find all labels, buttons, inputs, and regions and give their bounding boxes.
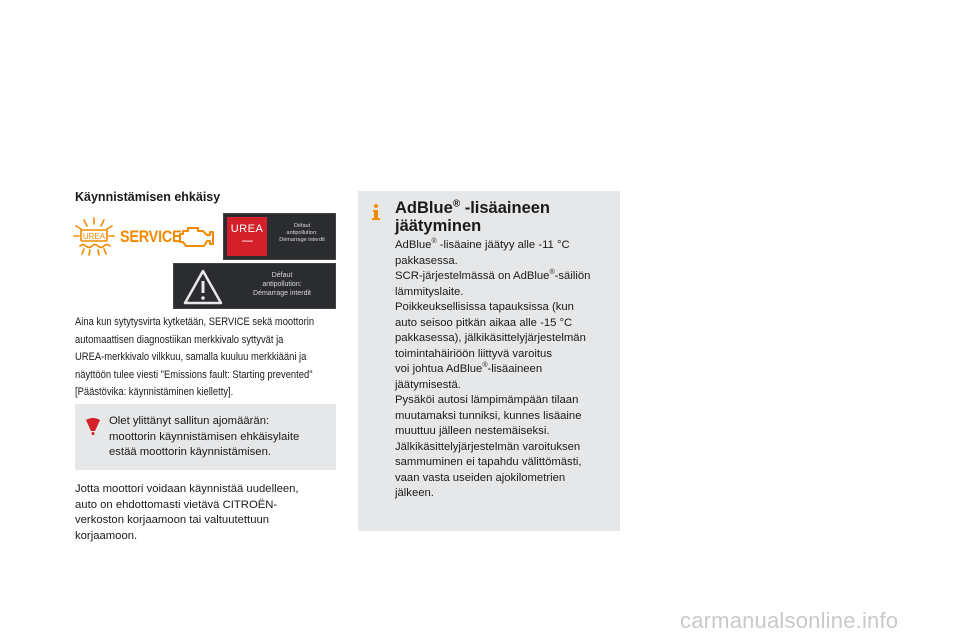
warning-note-box xyxy=(75,404,336,470)
urea-label: UREA xyxy=(230,223,264,235)
info-body: AdBlue® -lisäaine jäätyy alle -11 °C pakkasessa. SCR-järjestelmässä on AdBlue®-säiliön lämmityslaite. Poikkeuksellisissa tapauksissa (kun auto seisoo pitkän aikaa alle -15 °C pakkasessa), jälkikäsittelyjärjestelmän toimintahäiriöön liittyvä varoitus voi johtua AdBlue®-lisäaineen jäätymisestä. Pysäköi autosi lämpimämpään tilaan muutamaksi tunniksi, kunnes lisäaine muuttuu jälleen nestemäiseksi. Jälkikäsittelyjärjestelmän varoituksen sammuminen ei tapahdu välittömästi, vaan vasta useiden ajokilometrien jälkeen. xyxy=(395,238,591,499)
warning-note-text: Olet ylittänyt sallitun ajomäärän: moottorin käynnistämisen ehkäisylaite estää moottorin käynnistämisen. xyxy=(109,415,300,458)
service-warning-text: SERVICE xyxy=(120,227,182,246)
urea-symbol-icon xyxy=(72,216,116,256)
section-heading: Käynnistämisen ehkäisy xyxy=(75,190,221,204)
urea-waves: ˜˜˜˜˜ xyxy=(242,239,252,249)
restart-instructions: Jotta moottori voidaan käynnistää uudelleen, auto on ehdottomasti vietävä CITROËN- verkoston korjaamoon tai valtuutettuun korjaamoon. xyxy=(75,483,299,542)
startup-description: Aina kun sytytysvirta kytketään, SERVICE sekä moottorin automaattisen diagnostiikan merkkivalo syttyvät ja UREA-merkkivalo vilkkuu, samalla kuuluu merkkiääni ja näyttöön tulee viesti "Emissions fault: Starting prevented" [Päästövika: käynnistäminen kielletty]. xyxy=(75,316,315,398)
warning-triangle-icon xyxy=(182,268,224,306)
alert-display-screen xyxy=(173,263,336,309)
urea-indicator xyxy=(227,217,267,256)
urea-screen-message: Défaut antipollution: Démarrage interdit xyxy=(279,223,325,243)
exclamation-icon xyxy=(84,417,102,435)
alert-screen-message: Défaut antipollution: Démarrage interdit xyxy=(253,272,311,297)
info-icon xyxy=(366,203,384,221)
info-title: AdBlue® -lisäaineen jäätyminen xyxy=(395,198,550,235)
adblue-freezing-info-box xyxy=(358,191,620,531)
engine-check-icon xyxy=(176,222,216,250)
urea-display-screen xyxy=(223,213,336,260)
warning-lights-row xyxy=(72,216,222,256)
urea-symbol-text: UREA xyxy=(82,232,106,241)
watermark: carmanualsonline.info xyxy=(680,608,899,633)
